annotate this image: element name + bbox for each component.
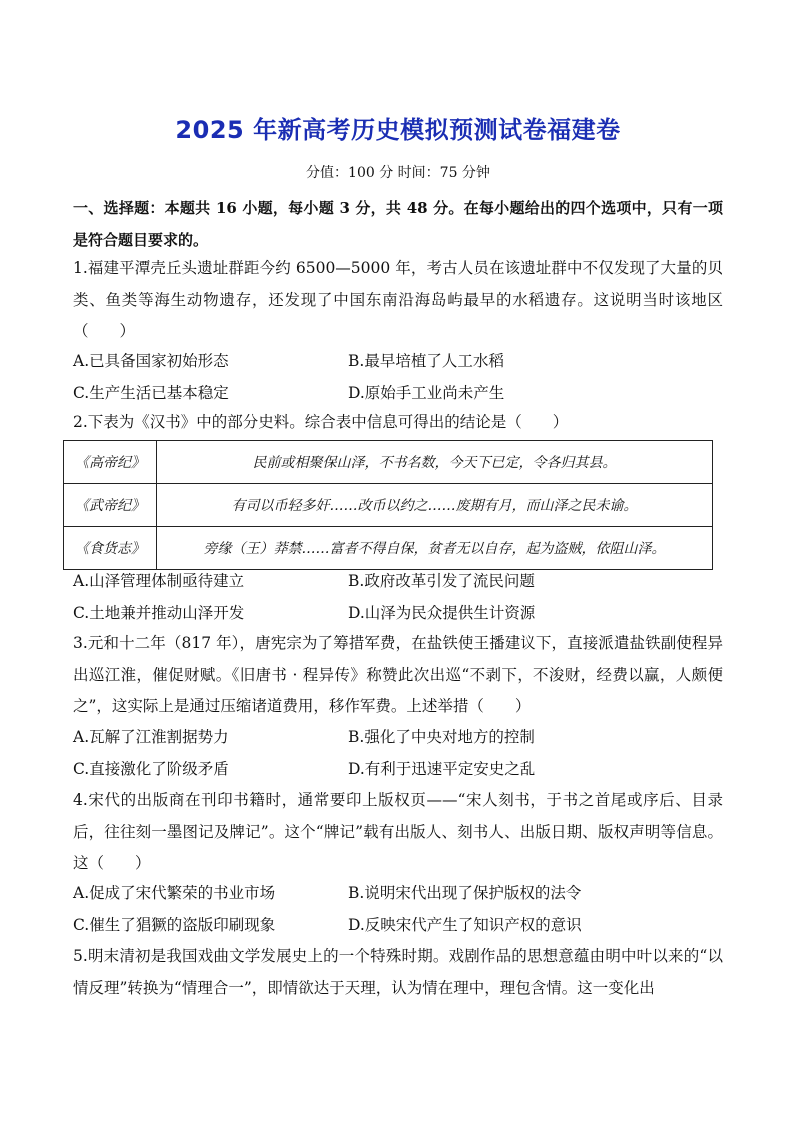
page-title: 2025 年新高考历史模拟预测试卷福建卷 — [175, 116, 621, 144]
option-a: A.已具备国家初始形态 — [73, 352, 229, 370]
question-1-stem: 1.福建平潭壳丘头遗址群距今约 6500—5000 年，考古人员在该遗址群中不仅发现了大量的贝类、鱼类等海生动物遗存，还发现了中国东南沿海岛屿最早的水稻遗存。这说明当时该地区（ ） — [73, 259, 723, 340]
source-table — [63, 440, 713, 570]
question-3-options — [73, 722, 723, 785]
option-a: A.促成了宋代繁荣的书业市场 — [73, 884, 276, 902]
question-2-stem: 2.下表为《汉书》中的部分史料。综合表中信息可得出的结论是（ ） — [73, 413, 569, 431]
option-a: A.山泽管理体制亟待建立 — [73, 572, 245, 590]
source-name: 《武帝纪》 — [64, 484, 157, 527]
source-text: 有司以币轻多奸……改币以约之……废期有月，而山泽之民未谕。 — [157, 484, 713, 527]
question-2-options — [73, 566, 723, 629]
option-c: C.生产生活已基本稳定 — [73, 383, 229, 402]
option-b: B.政府改革引发了流民问题 — [348, 572, 535, 590]
score-time-info: 分值：100 分 时间：75 分钟 — [306, 165, 490, 181]
question-4-options — [73, 878, 723, 941]
question-3-stem: 3.元和十二年（817 年），唐宪宗为了筹措军费，在盐铁使王播建议下，直接派遣盐铁副使程异出巡江淮，催促财赋。《旧唐书 · 程异传》称赞此次出巡“不剥下，不浚财，经费以赢，人颇便之”，这实际上是通过压缩诸道费用，移作军费。上述举措（ ） — [73, 634, 723, 715]
source-name: 《食货志》 — [64, 527, 157, 570]
option-c: C.催生了猖獗的盗版印刷现象 — [73, 915, 276, 934]
table-row — [64, 441, 713, 484]
option-c: C.直接激化了阶级矛盾 — [73, 759, 229, 778]
option-c: C.土地兼并推动山泽开发 — [73, 603, 245, 622]
question-1-options — [73, 346, 723, 409]
option-d: D.反映宋代产生了知识产权的意识 — [348, 915, 582, 934]
section-heading: 一、选择题：本题共 16 小题，每小题 3 分，共 48 分。在每小题给出的四个选项中，只有一项是符合题目要求的。 — [73, 199, 723, 249]
option-d: D.山泽为民众提供生计资源 — [348, 603, 536, 622]
option-a: A.瓦解了江淮割据势力 — [73, 728, 229, 746]
source-name: 《高帝纪》 — [64, 441, 157, 484]
question-5-stem: 5.明末清初是我国戏曲文学发展史上的一个特殊时期。戏剧作品的思想意蕴由明中叶以来的“以情反理”转换为“情理合一”，即情欲达于天理，认为情在理中，理包含情。这一变化出 — [73, 947, 723, 997]
source-text: 民前或相聚保山泽，不书名数，今天下已定，令各归其县。 — [157, 441, 713, 484]
option-b: B.强化了中央对地方的控制 — [348, 728, 535, 746]
option-b: B.最早培植了人工水稻 — [348, 352, 504, 370]
table-row — [64, 527, 713, 570]
option-d: D.有利于迅速平定安史之乱 — [348, 759, 536, 778]
option-b: B.说明宋代出现了保护版权的法令 — [348, 884, 582, 902]
table-row — [64, 484, 713, 527]
source-text: 旁缘（王）莽禁……富者不得自保，贫者无以自存，起为盗贼，依阻山泽。 — [157, 527, 713, 570]
question-4-stem: 4.宋代的出版商在刊印书籍时，通常要印上版权页——“宋人刻书，于书之首尾或序后、目录后，往往刻一墨图记及牌记”。这个“牌记”载有出版人、刻书人、出版日期、版权声明等信息。这（ ） — [73, 791, 723, 872]
option-d: D.原始手工业尚未产生 — [348, 383, 505, 402]
